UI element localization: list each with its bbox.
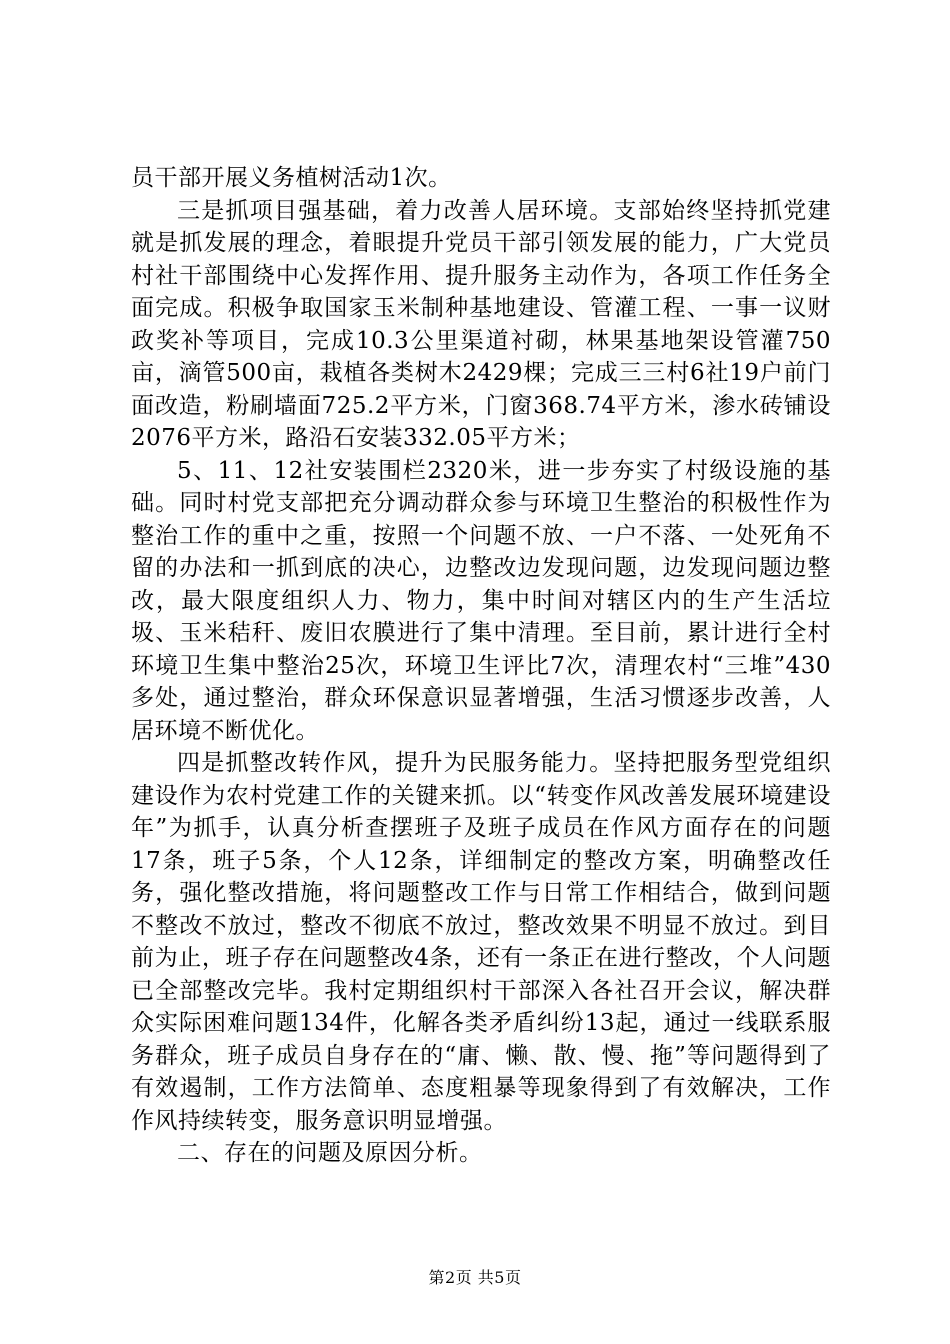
- section-heading-problems: 二、存在的问题及原因分析。: [177, 1140, 483, 1166]
- document-body: [131, 162, 831, 1170]
- paragraph-continuation: 员干部开展义务植树活动1次。: [131, 165, 452, 191]
- paragraph-rectification-work-style: 四是抓整改转作风，提升为民服务能力。坚持把服务型党组织建设作为农村党建工作的关键来抓。以“转变作风改善发展环境建设年”为抓手，认真分析查摆班子及班子成员在作风方面存在的问题17条，班子5条，个人12条，详细制定的整改方案，明确整改任务，强化整改措施，将问题整改工作与日常工作相结合，做到问题不整改不放过，整改不彻底不放过，整改效果不明显不放过。到目前为止，班子存在问题整改4条，还有一条正在进行整改，个人问题已全部整改完毕。我村定期组织村干部深入各社召开会议，解决群众实际困难问题134件，化解各类矛盾纠纷13起，通过一线联系服务群众，班子成员自身存在的“庸、懒、散、慢、拖”等问题得到了有效遏制，工作方法简单、态度粗暴等现象得到了有效解决，工作作风持续转变，服务意识明显增强。: [131, 750, 831, 1134]
- paragraph-environment-improvement: 5、11、12社安装围栏2320米，进一步夯实了村级设施的基础。同时村党支部把充分调动群众参与环境卫生整治的积极性作为整治工作的重中之重，按照一个问题不放、一户不落、一处死角不留的办法和一抓到底的决心，边整改边发现问题，边发现问题边整改，最大限度组织人力、物力，集中时间对辖区内的生产生活垃圾、玉米秸秆、废旧农膜进行了集中清理。至目前，累计进行全村环境卫生集中整治25次，环境卫生评比7次，清理农村“三堆”430多处，通过整治，群众环保意识显著增强，生活习惯逐步改善，人居环境不断优化。: [131, 457, 831, 744]
- page-number-footer: 第2页 共5页: [428, 1268, 522, 1287]
- paragraph-project-infrastructure: 三是抓项目强基础，着力改善人居环境。支部始终坚持抓党建就是抓发展的理念，着眼提升党员干部引领发展的能力，广大党员村社干部围绕中心发挥作用、提升服务主动作为，各项工作任务全面完成。积极争取国家玉米制种基地建设、管灌工程、一事一议财政奖补等项目，完成10.3公里渠道衬砌，林果基地架设管灌750亩，滴管500亩，栽植各类树木2429棵；完成三三村6社19户前门面改造，粉刷墙面725.2平方米，门窗368.74平方米，渗水砖铺设2076平方米，路沿石安装332.05平方米；: [131, 197, 831, 451]
